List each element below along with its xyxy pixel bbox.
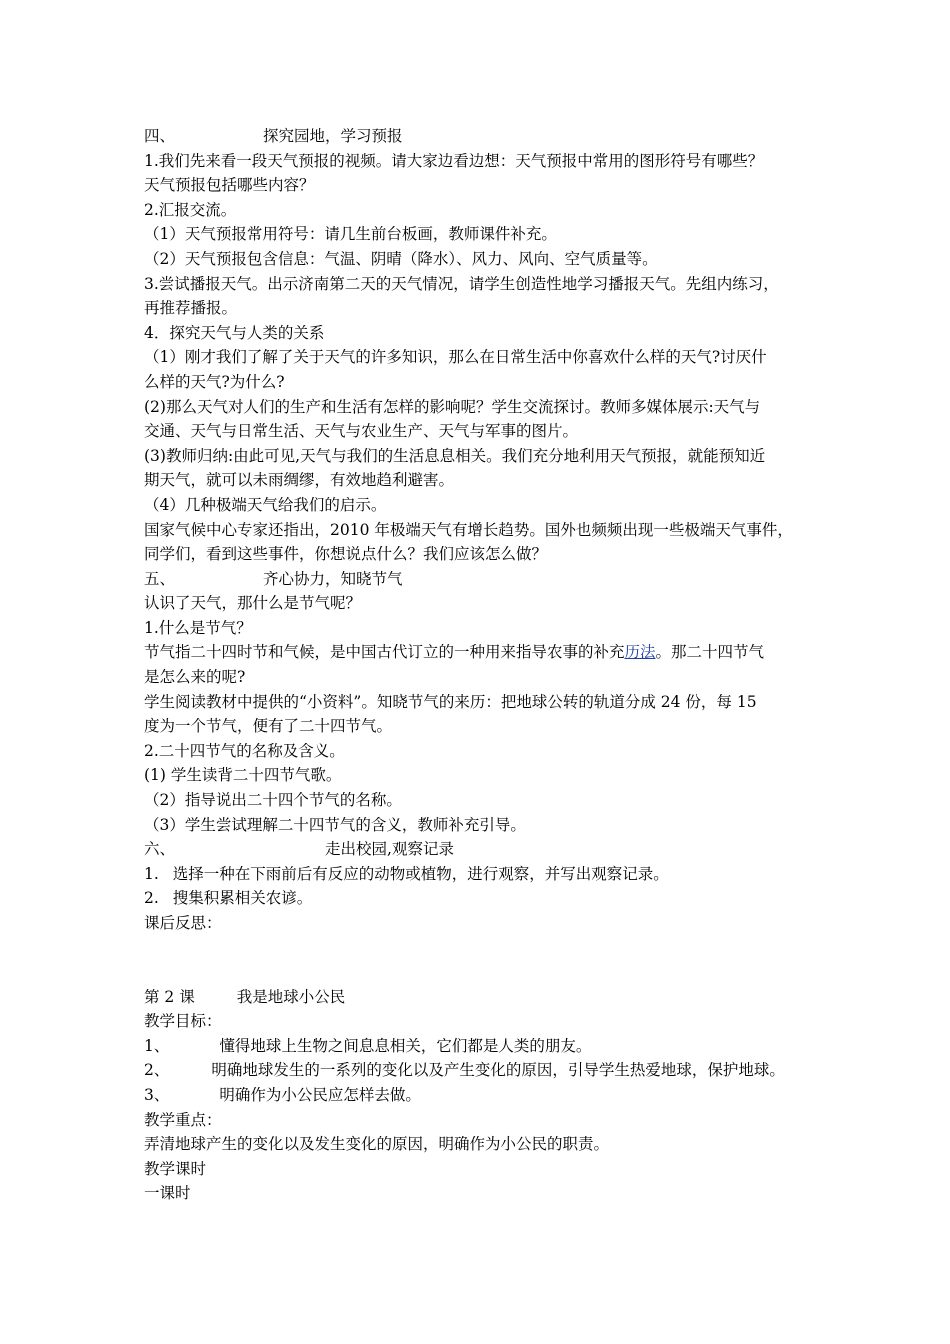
section-4-heading bbox=[144, 124, 824, 149]
section-title: 走出校园,观察记录 bbox=[325, 840, 454, 859]
paragraph: 1.我们先来看一段天气预报的视频。请大家边看边想：天气预报中常用的图形符号有哪些？ bbox=[144, 151, 764, 170]
paragraph: 同学们，看到这些事件，你想说点什么？我们应该怎么做？ bbox=[144, 545, 548, 564]
paragraph: (2)那么天气对人们的生产和生活有怎样的影响呢？学生交流探讨。教师多媒体展示:天气与 bbox=[144, 397, 761, 416]
section-6-heading bbox=[144, 837, 824, 862]
blank-space bbox=[144, 936, 824, 985]
paragraph: 2.汇报交流。 bbox=[144, 200, 237, 219]
key-points-heading: 教学重点： bbox=[144, 1110, 222, 1129]
section-number: 五、 bbox=[144, 569, 176, 588]
paragraph: 度为一个节气，便有了二十四节气。 bbox=[144, 717, 393, 736]
list-item: 2. 搜集积累相关农谚。 bbox=[144, 889, 313, 908]
list-item: 2、 明确地球发生的一系列的变化以及产生变化的原因，引导学生热爱地球，保护地球。 bbox=[144, 1061, 785, 1080]
paragraph: 学生阅读教材中提供的“小资料”。知晓节气的来历：把地球公转的轨道分成 24 份，每 15 bbox=[144, 692, 757, 711]
paragraph: 4．探究天气与人类的关系 bbox=[144, 323, 325, 342]
paragraph: 是怎么来的呢? bbox=[144, 668, 246, 687]
section-number: 六、 bbox=[144, 840, 176, 859]
paragraph: （2）天气预报包含信息：气温、阴晴（降水）、风力、风向、空气质量等。 bbox=[144, 249, 658, 268]
paragraph: 再推荐播报。 bbox=[144, 299, 238, 318]
paragraph: 期天气，就可以未雨绸缪，有效地趋利避害。 bbox=[144, 471, 455, 490]
list-item: 1. 选择一种在下雨前后有反应的动物或植物，进行观察，并写出观察记录。 bbox=[144, 864, 669, 883]
goals-heading: 教学目标： bbox=[144, 1012, 222, 1031]
paragraph: (1) 学生读背二十四节气歌。 bbox=[144, 766, 342, 785]
list-item: 3、 明确作为小公民应怎样去做。 bbox=[144, 1085, 421, 1104]
section-title: 探究园地，学习预报 bbox=[263, 127, 403, 145]
paragraph: （3）学生尝试理解二十四节气的含义，教师补充引导。 bbox=[144, 815, 526, 834]
paragraph: 弄清地球产生的变化以及发生变化的原因，明确作为小公民的职责。 bbox=[144, 1135, 610, 1154]
paragraph: 认识了天气，那什么是节气呢？ bbox=[144, 594, 362, 613]
lesson-number: 第 2 课 bbox=[144, 987, 195, 1006]
paragraph: （2）指导说出二十四个节气的名称。 bbox=[144, 791, 402, 810]
paragraph: 1.什么是节气？ bbox=[144, 618, 252, 637]
paragraph: 么样的天气?为什么? bbox=[144, 372, 285, 391]
paragraph: 2.二十四节气的名称及含义。 bbox=[144, 741, 345, 760]
calendar-link[interactable]: 历法 bbox=[624, 643, 656, 662]
paragraph: 节气指二十四时节和气候，是中国古代订立的一种用来指导农事的补充历法。那二十四节气 bbox=[144, 643, 765, 662]
lesson-title: 我是地球小公民 bbox=[236, 987, 346, 1006]
paragraph: 国家气候中心专家还指出，2010 年极端天气有增长趋势。国外也频频出现一些极端天气事件， bbox=[144, 520, 793, 539]
section-5-heading bbox=[144, 567, 824, 592]
lesson-2-heading bbox=[144, 985, 824, 1010]
paragraph: 3.尝试播报天气。出示济南第二天的天气情况，请学生创造性地学习播报天气。先组内练习， bbox=[144, 274, 779, 293]
paragraph: （1）天气预报常用符号：请几生前台板画，教师课件补充。 bbox=[144, 225, 557, 244]
paragraph: (3)教师归纳:由此可见,天气与我们的生活息息相关。我们充分地利用天气预报，就能预知近 bbox=[144, 446, 766, 465]
hours-heading: 教学课时 bbox=[144, 1159, 207, 1178]
section-number: 四、 bbox=[144, 127, 176, 145]
paragraph: 交通、天气与日常生活、天气与农业生产、天气与军事的图片。 bbox=[144, 422, 579, 441]
section-title: 齐心协力，知晓节气 bbox=[263, 569, 403, 588]
list-item: 1、 懂得地球上生物之间息息相关，它们都是人类的朋友。 bbox=[144, 1036, 592, 1055]
paragraph: （1）刚才我们了解了关于天气的许多知识，那么在日常生活中你喜欢什么样的天气?讨厌什 bbox=[144, 348, 767, 367]
reflection-label: 课后反思： bbox=[144, 914, 222, 932]
paragraph: 天气预报包括哪些内容？ bbox=[144, 176, 315, 195]
paragraph: （4）几种极端天气给我们的启示。 bbox=[144, 495, 387, 514]
paragraph: 一课时 bbox=[144, 1184, 191, 1203]
document-body bbox=[144, 124, 824, 1206]
